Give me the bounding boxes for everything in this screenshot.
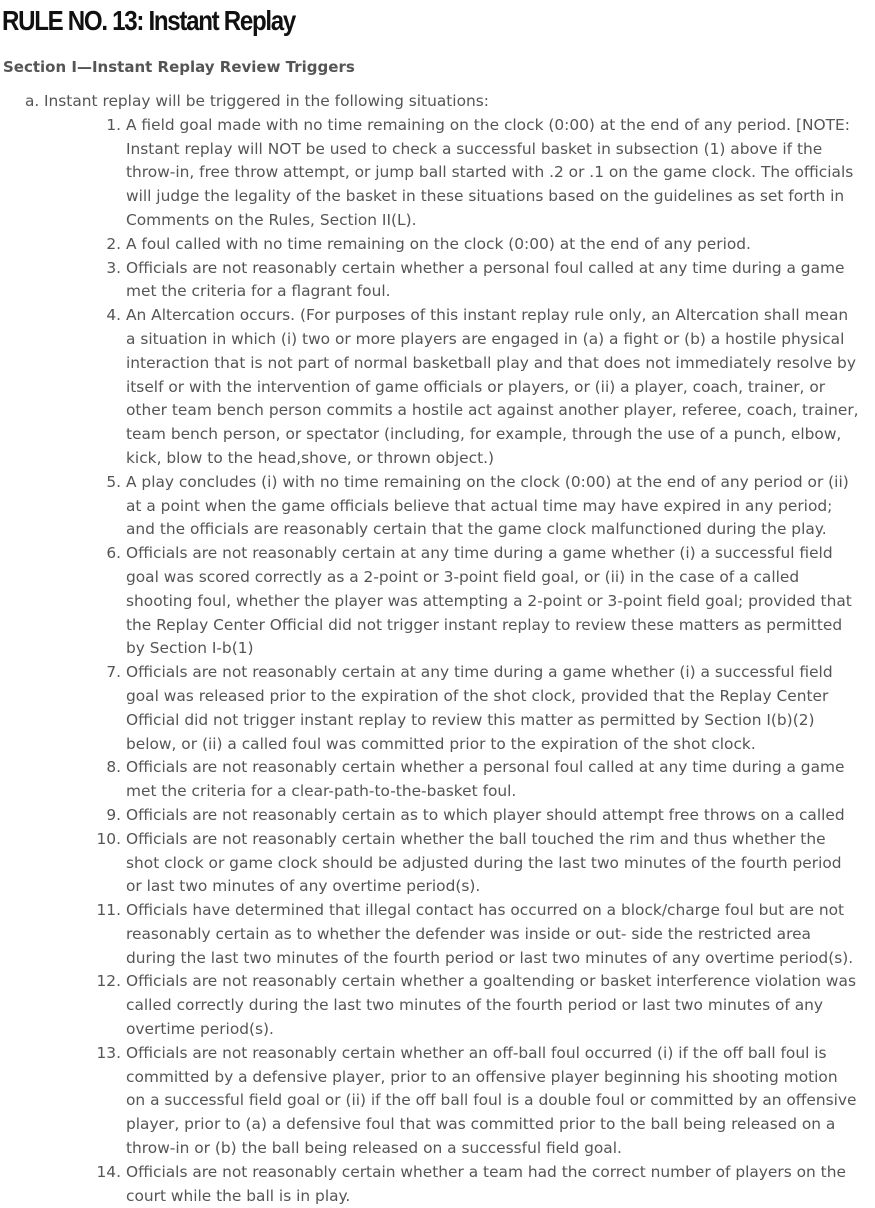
item-number: 5. [106,472,121,491]
item-text: Officials are not reasonably certain whether an off-ball foul occurred (i) if the off ball foul is committed by a defensive player, prior to an offensive player beginning his shooting motion on a successful field goal or (ii) if the off ball foul is a double foul or committed by an offensive player, prior to (a) a defensive foul that was committed prior to the ball being released on a throw-in or (b) the ball being released on a successful field goal. [126,1043,857,1158]
item-number: 6. [106,544,121,563]
item-number: 8. [106,758,121,777]
trigger-item [0,233,860,257]
paragraph-a-intro: Instant replay will be triggered in the following situations: [44,92,489,110]
trigger-item [0,756,860,804]
trigger-item [0,899,860,970]
item-text: Officials are not reasonably certain whether the ball touched the rim and thus whether the shot clock or game clock should be adjusted during the last two minutes of the fourth period or last two minutes of any overtime period(s). [126,829,842,896]
item-text: Officials are not reasonably certain at any time during a game whether (i) a successful field goal was scored correctly as a 2-point or 3-point field goal, or (ii) in the case of a called shooting foul, whether the player was attempting a 2-point or 3-point field goal; provided that the Replay Center Official did not trigger instant replay to review these matters as permitted by Section I-b(1) [126,544,852,658]
item-number: 11. [96,901,121,920]
rule-title: RULE NO. 13: Instant Replay [2,5,295,36]
item-text: Officials are not reasonably certain as to which player should attempt free throws on a called [126,805,845,824]
trigger-item [0,1161,860,1208]
section-title: Section I—Instant Replay Review Triggers [3,58,355,76]
item-number: 4. [106,306,121,325]
item-text: A play concludes (i) with no time remaining on the clock (0:00) at the end of any period or (ii) at a point when the game officials believe that actual time may have expired in any period; and the officials are reasonably certain that the game clock malfunctioned during the play. [126,472,849,539]
paragraph-a-marker: a. [25,92,40,110]
item-number: 14. [96,1162,121,1181]
trigger-item [0,1042,860,1161]
item-text: Officials are not reasonably certain whether a goaltending or basket interference violation was called correctly during the last two minutes of the fourth period or last two minutes of any overtime period(s). [126,972,856,1039]
trigger-item [0,114,860,233]
item-number: 7. [106,663,121,682]
item-number: 9. [106,805,121,824]
trigger-list [0,114,875,1208]
item-number: 13. [96,1043,121,1062]
trigger-item [0,257,860,305]
item-number: 2. [106,234,121,253]
trigger-item [0,804,860,828]
trigger-item [0,828,860,899]
paragraph-a-intro-row [0,90,875,114]
item-text: Officials are not reasonably certain whether a team had the correct number of players on the court while the ball is in play. [126,1162,846,1205]
item-text: Officials are not reasonably certain at any time during a game whether (i) a successful field goal was released prior to the expiration of the shot clock, provided that the Replay Center Official did not trigger instant replay to review this matter as permitted by Section I(b)(2) below, or (ii) a called foul was committed prior to the expiration of the shot clock. [126,663,833,753]
trigger-item [0,471,860,542]
trigger-item [0,304,860,471]
item-number: 12. [96,972,121,991]
item-text: Officials have determined that illegal contact has occurred on a block/charge foul but are not reasonably certain as to whether the defender was inside or out- side the restricted area during the last two minutes of the fourth period or last two minutes of any overtime period(s). [126,901,854,967]
item-number: 1. [106,115,121,134]
trigger-item [0,542,860,661]
item-number: 10. [96,829,121,848]
item-text: Officials are not reasonably certain whether a personal foul called at any time during a game met the criteria for a clear-path-to-the-basket foul. [126,758,845,801]
trigger-item [0,661,860,756]
trigger-item [0,970,860,1041]
item-text: Officials are not reasonably certain whether a personal foul called at any time during a game met the criteria for a flagrant foul. [126,258,845,301]
item-text: A field goal made with no time remaining on the clock (0:00) at the end of any period. [NOTE: Instant replay will NOT be used to check a successful basket in subsection (1) above if the throw-in, free throw attempt, or jump ball started with .2 or .1 on the game clock. The officials will judge the legality of the basket in these situations based on the guidelines as set forth in Comments on the Rules, Section II(L). [126,115,854,229]
paragraph-a [0,90,875,1208]
item-number: 3. [106,258,121,277]
item-text: A foul called with no time remaining on the clock (0:00) at the end of any period. [126,234,751,253]
item-text: An Altercation occurs. (For purposes of this instant replay rule only, an Altercation shall mean a situation in which (i) two or more players are engaged in (a) a fight or (b) a hostile physical interaction that is not part of normal basketball play and that does not immediately resolve by itself or with the intervention of game officials or players, or (ii) a player, coach, trainer, or other team bench person commits a hostile act against another player, referee, coach, trainer, team bench person, or spectator (including, for example, through the use of a punch, elbow, kick, blow to the head,shove, or thrown object.) [126,306,859,467]
